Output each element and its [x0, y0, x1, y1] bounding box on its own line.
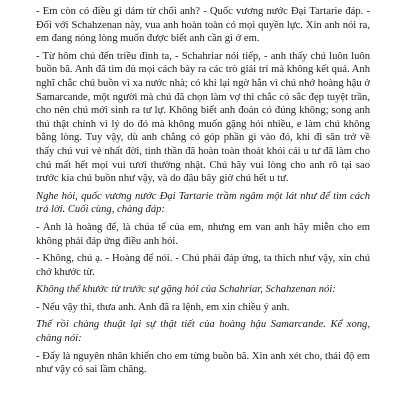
paragraph-narration-3: Thế rồi chàng thuật lại sự thật tiết của hoàng hậu Samarcande. Kể xong, chàng nói:: [36, 319, 370, 345]
paragraph-explanation: - Đấy là nguyên nhân khiến cho em từng buồn bã. Xin anh xét cho, thái độ em như vậy có sai lầm chăng.: [36, 350, 370, 376]
paragraph-plea: - Anh là hoàng đế, là chúa tể của em, nhưng em van anh hãy miễn cho em không phải đáp ứng điều anh hỏi.: [36, 221, 370, 247]
paragraph-reply: - Em còn có điều gì dám từ chối anh? - Quốc vương nước Đại Tartarie đáp. - Đối với Schahzenan này, vua anh hoàn toàn có mọi quyền lực. Xin anh nói ra, em đang nóng lòng muốn được biết anh cần gì ở em.: [36, 6, 370, 45]
document-page: [36, 0, 370, 400]
paragraph-schahriar-speech: - Từ hôm chú đến triều đình ta, - Schahriar nói tiếp, - anh thấy chú luôn luôn buồn bã. Anh đã tìm đủ mọi cách bày ra các trò giải trí mà không kết quả. Anh nghĩ chắc chú buồn vì xa nước nhà; có khi lại ngờ hẳn vì chú nhớ hoàng hậu ở Samarcande, một người mà chú đã chọn làm vợ thì chắc có sắc đẹp tuyệt trần, cho nên chú mới sinh ra tư lự. Không biết anh đoán có đúng không; song anh thú thật chính vì lý do đó mà không muốn gặng hỏi nhiều, e làm chú không bằng lòng. Tuy vậy, dù anh chẳng có góp phần gì vào đó, khi đi săn trở về thấy chú vui vẻ nhất đời, tinh thần đã hoàn toàn thoát khỏi cái u tư đã làm cho chú mất hết mọi vui tươi thường nhật. Chú hãy vui lòng cho anh rõ tại sao trước kia chú buồn như vậy, và do đâu bây giờ chú hết u tư.: [36, 50, 370, 185]
paragraph-narration-1: Nghe hỏi, quốc vương nước Đại Tartarie trầm ngâm một lát như để tìm cách trả lời. Cuối cùng, chàng đáp:: [36, 190, 370, 216]
paragraph-refusal: - Không, chú ạ. - Hoàng đế nói. - Chú phải đáp ứng, ta thích như vậy, xin chú chớ khước từ.: [36, 253, 370, 278]
paragraph-consent: - Nếu vậy thì, thưa anh. Anh đã ra lệnh, em xin chiều ý anh.: [36, 301, 290, 313]
paragraph-narration-2: Không thể khước từ trước sự gặng hỏi của Schahriar, Schahzenan nói:: [36, 284, 336, 296]
clipped-top-line: [36, 0, 370, 5]
